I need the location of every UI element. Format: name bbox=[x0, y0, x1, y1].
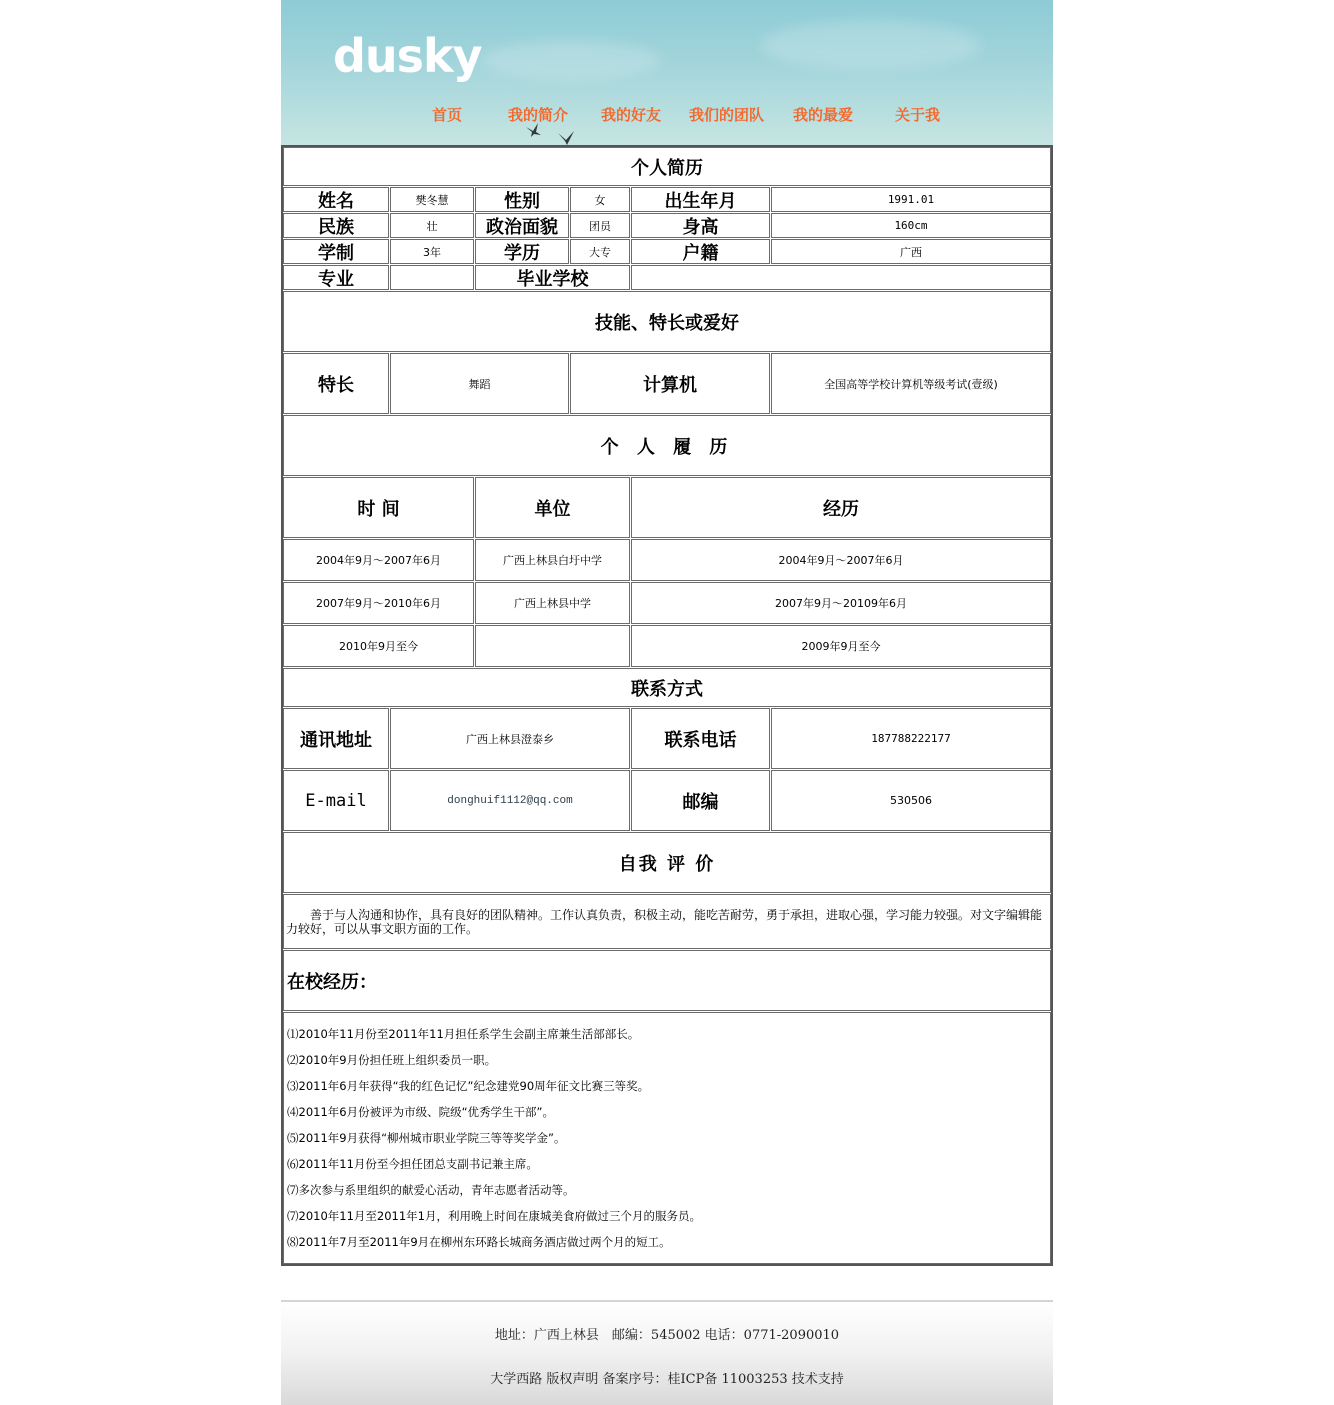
political-value: 团员 bbox=[570, 213, 630, 238]
duration-label: 学制 bbox=[283, 239, 389, 264]
school-value bbox=[631, 265, 1051, 290]
duration-value: 3年 bbox=[390, 239, 474, 264]
evaluation-heading: 自我 评 价 bbox=[283, 832, 1051, 893]
nav-home[interactable]: 首页 bbox=[432, 106, 463, 124]
bird-icon bbox=[558, 131, 576, 145]
footer-contact: 地址：广西上林县 邮编：545002 电话：0771-2090010 bbox=[494, 1328, 840, 1343]
political-label: 政治面貌 bbox=[475, 213, 569, 238]
gender-label: 性别 bbox=[475, 187, 569, 212]
cloud-decoration bbox=[761, 20, 981, 70]
contact-heading: 联系方式 bbox=[283, 668, 1051, 707]
computer-value: 全国高等学校计算机等级考试(壹级) bbox=[771, 353, 1051, 414]
history-row-time: 2010年9月至今 bbox=[283, 625, 474, 667]
history-col-experience: 经历 bbox=[631, 477, 1051, 538]
school-label: 毕业学校 bbox=[475, 265, 630, 290]
hukou-label: 户籍 bbox=[631, 239, 770, 264]
education-label: 学历 bbox=[475, 239, 569, 264]
footer-copyright: 大学西路 版权声明 备案序号：桂ICP备 11003253 技术支持 bbox=[490, 1372, 844, 1387]
address-label: 通讯地址 bbox=[283, 708, 389, 769]
evaluation-text: 善于与人沟通和协作，具有良好的团队精神。工作认真负责，积极主动，能吃苦耐劳，勇于承担，进取心强，学习能力较强。对文字编辑能力较好，可以从事文职方面的工作。 bbox=[286, 907, 1043, 936]
cloud-decoration bbox=[481, 40, 661, 80]
list-item: ⑵2010年9月份担任班上组织委员一职。 bbox=[287, 1053, 497, 1067]
list-item: ⑷2011年6月份被评为市级、院级“优秀学生干部”。 bbox=[287, 1105, 554, 1119]
history-heading: 个 人 履 历 bbox=[283, 415, 1051, 476]
school-experience-heading: 在校经历： bbox=[283, 950, 1051, 1011]
skills-heading: 技能、特长或爱好 bbox=[283, 291, 1051, 352]
specialty-label: 特长 bbox=[283, 353, 389, 414]
history-row-unit bbox=[475, 625, 630, 667]
list-item: ⑻2011年7月至2011年9月在柳州东环路长城商务酒店做过两个月的短工。 bbox=[287, 1235, 671, 1249]
bird-icon bbox=[526, 123, 544, 137]
zip-label: 邮编 bbox=[631, 770, 770, 831]
evaluation-cell bbox=[283, 894, 1051, 949]
list-item: ⑺2010年11月至2011年1月，利用晚上时间在康城美食府做过三个月的服务员。 bbox=[287, 1209, 701, 1223]
list-item: ⑴2010年11月份至2011年11月担任系学生会副主席兼生活部部长。 bbox=[287, 1027, 640, 1041]
page bbox=[281, 0, 1053, 1403]
history-row-unit: 广西上林县白圩中学 bbox=[475, 539, 630, 581]
nav-friends[interactable]: 我的好友 bbox=[601, 106, 662, 124]
birth-label: 出生年月 bbox=[631, 187, 770, 212]
list-item: ⑹2011年11月份至今担任团总支副书记兼主席。 bbox=[287, 1157, 538, 1171]
address-value: 广西上林县澄泰乡 bbox=[390, 708, 630, 769]
site-logo[interactable]: dusky bbox=[333, 29, 482, 83]
list-item: ⑺多次参与系里组织的献爱心活动，青年志愿者活动等。 bbox=[287, 1183, 575, 1197]
gender-value: 女 bbox=[570, 187, 630, 212]
nav-team[interactable]: 我们的团队 bbox=[689, 106, 765, 124]
ethnicity-label: 民族 bbox=[283, 213, 389, 238]
site-footer bbox=[281, 1300, 1053, 1405]
history-row-time: 2007年9月～2010年6月 bbox=[283, 582, 474, 624]
computer-label: 计算机 bbox=[570, 353, 770, 414]
nav-profile[interactable]: 我的简介 bbox=[508, 106, 569, 124]
history-col-unit: 单位 bbox=[475, 477, 630, 538]
name-value: 樊冬慧 bbox=[390, 187, 474, 212]
resume-title: 个人简历 bbox=[283, 147, 1051, 186]
nav-about[interactable]: 关于我 bbox=[895, 106, 941, 124]
hukou-value: 广西 bbox=[771, 239, 1051, 264]
nav-favorites[interactable]: 我的最爱 bbox=[793, 106, 854, 124]
phone-label: 联系电话 bbox=[631, 708, 770, 769]
school-experience-list bbox=[283, 1012, 1051, 1264]
name-label: 姓名 bbox=[283, 187, 389, 212]
ethnicity-value: 壮 bbox=[390, 213, 474, 238]
history-row-unit: 广西上林县中学 bbox=[475, 582, 630, 624]
email-value[interactable]: donghuif1112@qq.com bbox=[390, 770, 630, 831]
education-value: 大专 bbox=[570, 239, 630, 264]
zip-value: 530506 bbox=[771, 770, 1051, 831]
major-label: 专业 bbox=[283, 265, 389, 290]
birth-value: 1991.01 bbox=[771, 187, 1051, 212]
history-row-experience: 2009年9月至今 bbox=[631, 625, 1051, 667]
phone-value: 187788222177 bbox=[771, 708, 1051, 769]
list-item: ⑶2011年6月年获得“我的红色记忆”纪念建党90周年征文比赛三等奖。 bbox=[287, 1079, 650, 1093]
list-item: ⑸2011年9月获得“柳州城市职业学院三等等奖学金”。 bbox=[287, 1131, 566, 1145]
height-label: 身高 bbox=[631, 213, 770, 238]
history-row-experience: 2007年9月～20109年6月 bbox=[631, 582, 1051, 624]
history-col-time: 时 间 bbox=[283, 477, 474, 538]
email-label: E-mail bbox=[283, 770, 389, 831]
history-row-experience: 2004年9月～2007年6月 bbox=[631, 539, 1051, 581]
resume-table bbox=[281, 145, 1053, 1266]
site-header bbox=[281, 0, 1053, 145]
major-value bbox=[390, 265, 474, 290]
history-row-time: 2004年9月～2007年6月 bbox=[283, 539, 474, 581]
height-value: 160cm bbox=[771, 213, 1051, 238]
specialty-value: 舞蹈 bbox=[390, 353, 569, 414]
